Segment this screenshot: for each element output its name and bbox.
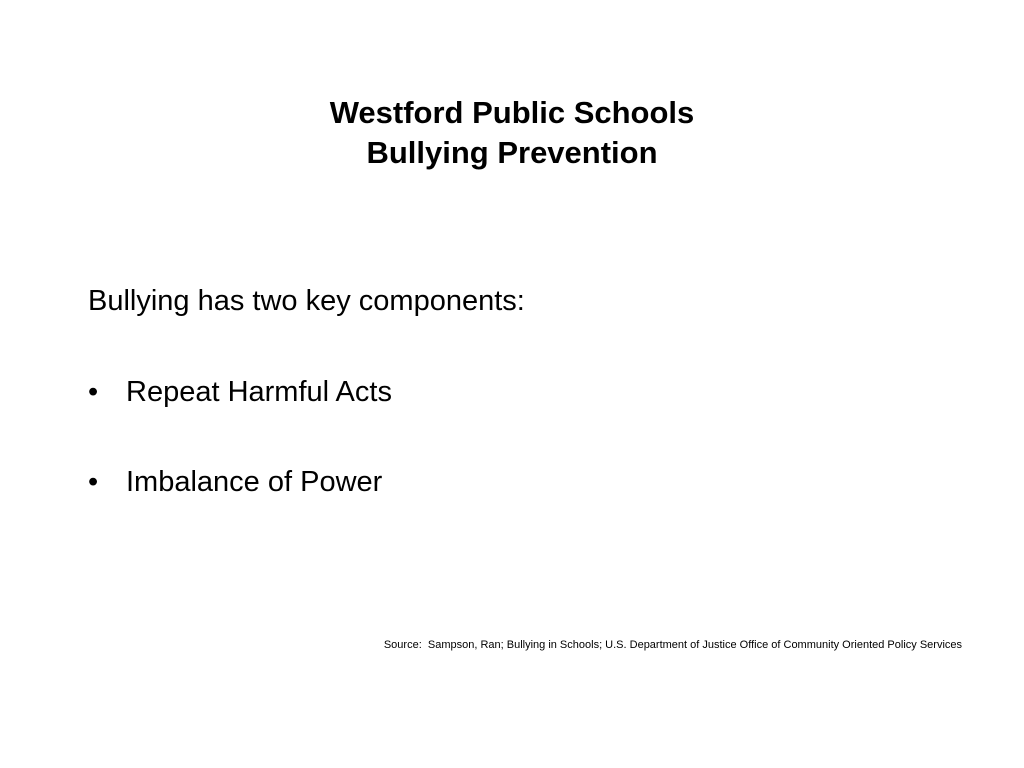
list-item (88, 374, 392, 410)
bullet-text: Repeat Harmful Acts (126, 376, 392, 408)
source-citation: Source: Sampson, Ran; Bullying in Schools; U.S. Department of Justice Office of Community Oriented Policy Services (383, 639, 962, 651)
intro-text: Bullying has two key components: (88, 285, 525, 317)
list-item (88, 464, 392, 500)
title-line-1: Westford Public Schools (329, 95, 695, 130)
slide-title (0, 93, 1024, 173)
bullet-text: Imbalance of Power (126, 466, 383, 498)
bullet-icon: • (88, 466, 99, 498)
title-line-2: Bullying Prevention (366, 135, 658, 170)
bullet-list (88, 374, 392, 500)
bullet-icon: • (88, 376, 99, 408)
